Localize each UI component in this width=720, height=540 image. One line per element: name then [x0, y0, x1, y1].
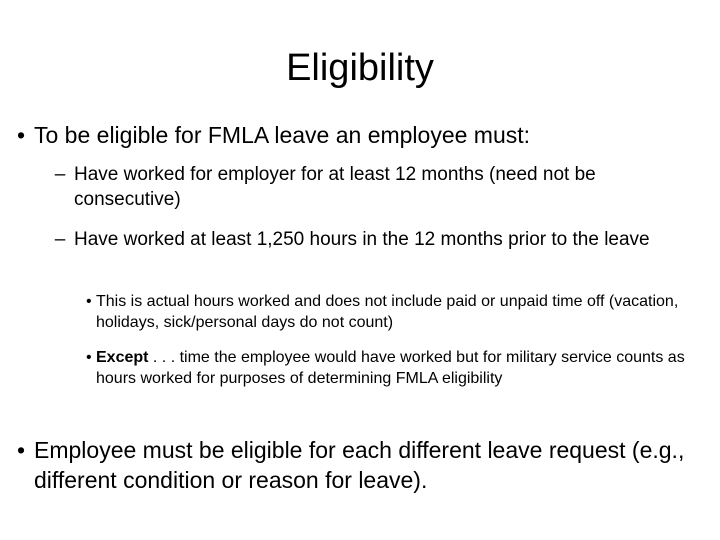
sub-bullet-1250-hours: [46, 227, 696, 252]
bullet-marker: •: [86, 349, 92, 366]
dash-marker: –: [54, 164, 66, 185]
sub-bullet-12-months: [46, 162, 696, 212]
bullet-text: Have worked at least 1,250 hours in the 12 months prior to the leave: [74, 229, 650, 250]
bullet-marker: •: [16, 122, 26, 148]
bullet-each-leave-request: [8, 435, 698, 495]
bullet-marker: •: [16, 437, 26, 463]
except-text: . . . time the employee would have worked but for military service counts as hours worked for purposes of determining FMLA eligibility: [96, 349, 685, 387]
except-label: Except: [96, 349, 149, 366]
bullet-text: Employee must be eligible for each different leave request (e.g., different condition or reason for leave).: [34, 437, 685, 493]
bullet-text: [96, 347, 714, 389]
bullet-text: This is actual hours worked and does not include paid or unpaid time off (vacation, holidays, sick/personal days do not count): [96, 293, 679, 331]
bullet-text: To be eligible for FMLA leave an employee must:: [34, 122, 531, 148]
bullet-marker: •: [86, 293, 92, 310]
sub-sub-bullet-military-exception: [86, 347, 714, 389]
sub-sub-bullet-actual-hours: [86, 291, 714, 333]
dash-marker: –: [54, 229, 66, 250]
bullet-eligibility-requirements: [8, 120, 698, 150]
slide-title: Eligibility: [286, 47, 434, 89]
bullet-text: Have worked for employer for at least 12 months (need not be consecutive): [74, 164, 596, 210]
